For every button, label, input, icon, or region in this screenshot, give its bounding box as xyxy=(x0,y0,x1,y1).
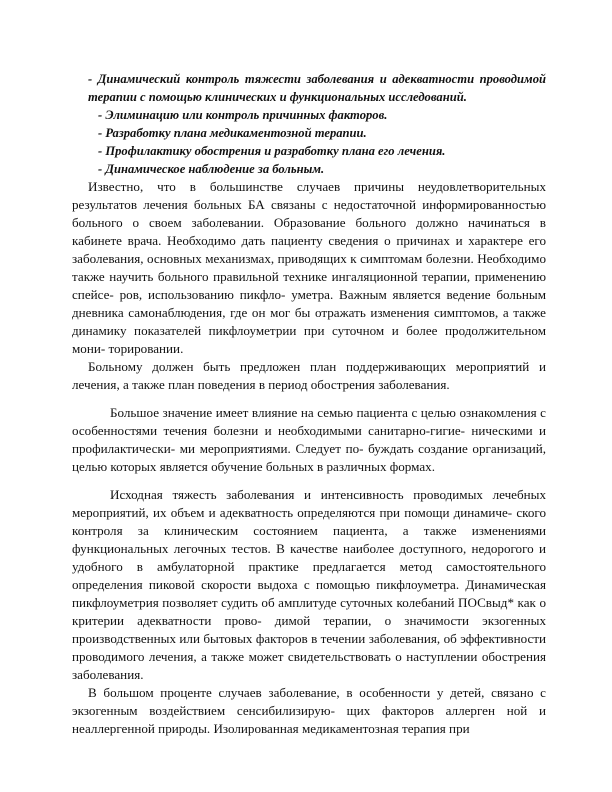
list-item: - Элиминацию или контроль причинных факторов. xyxy=(98,108,388,122)
list-item: - Динамическое наблюдение за больным. xyxy=(98,162,325,176)
paragraph-education: Известно, что в большинстве случаев причины неудовлетворительных результатов лечения больных БА связаны с недостаточной информированностью больного о своем заболевании. Образование больного должно начинаться в кабинете врача. Необходимо дать пациенту сведения о причинах и характере его заболевания, основных механизмах, приводящих к симптомам болезни. Необходимо также научить больного правильной технике ингаляционной терапии, применению спейсе- ров, использованию пикфло- уметра. Важным является ведение больным дневника самонаблюдения, где он мог бы отражать изменения симптомов, а также динамику показателей пикфлоуметрии при суточном и более продолжительном мони- торировании. xyxy=(72,179,546,356)
goals-list xyxy=(72,70,546,178)
paragraph-exogenous: В большом проценте случаев заболевание, в особенности у детей, связано с экзогенным воздействием сенсибилизирую- щих факторов аллерген ной и неаллергенной природы. Изолированная медикаментозная терапия при xyxy=(72,685,546,736)
list-item: - Динамический контроль тяжести заболевания и адекватности проводимой терапии с помощью клинических и функциональных исследований. xyxy=(88,72,546,104)
list-item: - Разработку плана медикаментозной терапии. xyxy=(98,126,367,140)
paragraph-family: Большое значение имеет влияние на семью пациента с целью ознакомления с особенностями течения болезни и необходимыми санитарно-гигие- ническими и профилактически- ми мероприятиями. Следует по- буждать создание организаций, целью которых является обучение больных в различных формах. xyxy=(72,405,546,474)
paragraph-monitoring: Исходная тяжесть заболевания и интенсивность проводимых лечебных мероприятий, их объем и адекватность определяются при помощи динамиче- ского контроля за клиническим состоянием пациента, а также изменениями функциональных легочных тестов. В качестве наиболее доступного, недорогого и удобного в амбулаторной практике предлагается метод самостоятельного определения пиковой скорости выдоха с помощью пикфлоуметра. Динамическая пикфлоуметрия позволяет судить об амплитуде суточных колебаний ПОСвыд* как о критерии адекватности прово- димой терапии, о значимости экзогенных производственных или бытовых факторов в течении заболевания, об эффективности проводимого лечения, а также может свидетельствовать о наступлении обострения заболевания. xyxy=(72,487,546,682)
list-item: - Профилактику обострения и разработку плана его лечения. xyxy=(98,144,446,158)
paragraph-plan: Больному должен быть предложен план поддерживающих мероприятий и лечения, а также план поведения в период обострения заболевания. xyxy=(72,359,546,392)
document-page xyxy=(72,70,546,738)
